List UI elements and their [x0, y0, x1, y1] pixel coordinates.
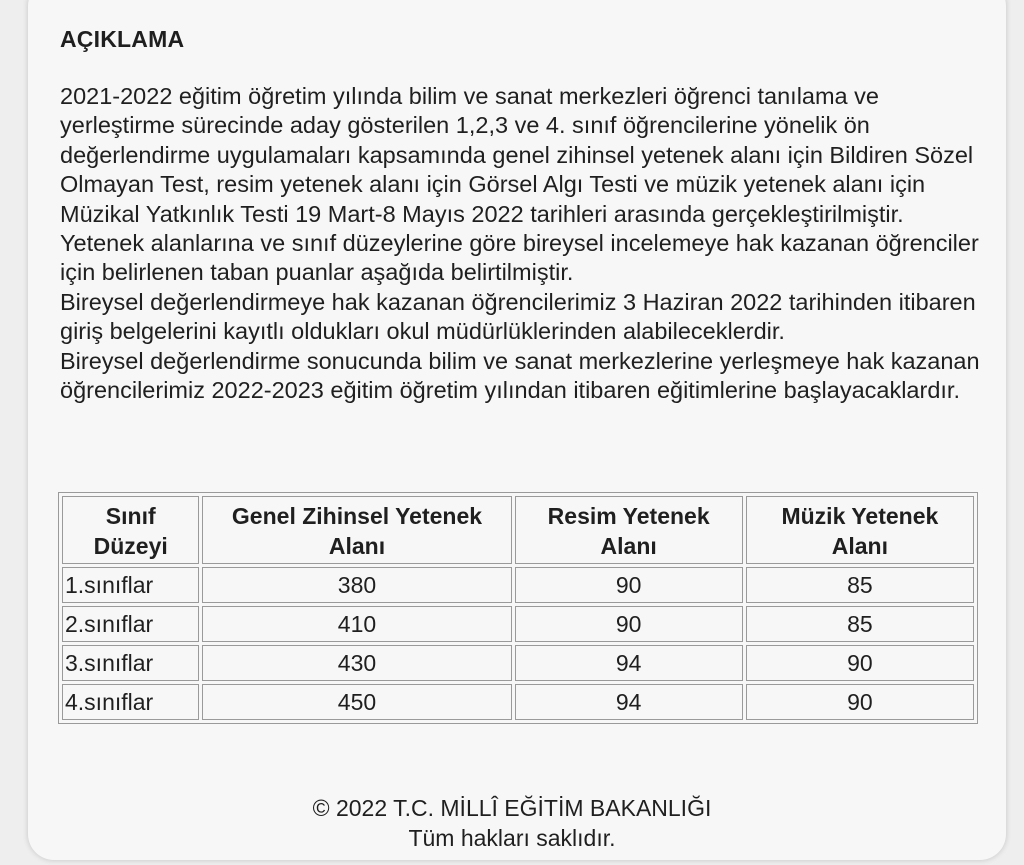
table-row: [62, 645, 974, 681]
cell-art-score: 94: [515, 645, 743, 681]
cell-general-score: 430: [202, 645, 511, 681]
cell-art-score: 90: [515, 567, 743, 603]
header-class-level: Sınıf Düzeyi: [62, 496, 199, 564]
footer-rights: Tüm hakları saklıdır.: [408, 825, 616, 851]
table-row: [62, 684, 974, 720]
cell-class: 1.sınıflar: [62, 567, 199, 603]
footer-copyright: © 2022 T.C. MİLLÎ EĞİTİM BAKANLIĞI: [312, 795, 712, 821]
cell-music-score: 85: [746, 567, 974, 603]
cell-music-score: 90: [746, 684, 974, 720]
cell-class: 2.sınıflar: [62, 606, 199, 642]
cell-general-score: 450: [202, 684, 511, 720]
score-table: [58, 492, 978, 724]
cell-general-score: 380: [202, 567, 511, 603]
cell-music-score: 85: [746, 606, 974, 642]
description-paragraph: Bireysel değerlendirmeye hak kazanan öğrencilerimiz 3 Haziran 2022 tarihinden itibaren giriş belgelerini kayıtlı oldukları okul müdürlüklerinden alabileceklerdir.: [60, 288, 976, 345]
cell-class: 3.sınıflar: [62, 645, 199, 681]
header-general-mental: Genel Zihinsel Yetenek Alanı: [202, 496, 511, 564]
table-row: [62, 606, 974, 642]
page-heading: AÇIKLAMA: [60, 26, 185, 52]
cell-music-score: 90: [746, 645, 974, 681]
cell-art-score: 90: [515, 606, 743, 642]
cell-art-score: 94: [515, 684, 743, 720]
cell-class: 4.sınıflar: [62, 684, 199, 720]
description-block: [60, 82, 990, 405]
header-music: Müzik Yetenek Alanı: [746, 496, 974, 564]
table-header-row: [62, 496, 974, 564]
table-row: [62, 567, 974, 603]
cell-general-score: 410: [202, 606, 511, 642]
header-art: Resim Yetenek Alanı: [515, 496, 743, 564]
description-paragraph: 2021-2022 eğitim öğretim yılında bilim ve sanat merkezleri öğrenci tanılama ve yerleştirme sürecinde aday gösterilen 1,2,3 ve 4. sınıf öğrencilerine yönelik ön değerlendirme uygulamaları kapsamında genel zihinsel yetenek alanı için Bildiren Sözel Olmayan Test, resim yetenek alanı için Görsel Algı Testi ve müzik yetenek alanı için Müzikal Yatkınlık Testi 19 Mart-8 Mayıs 2022 tarihleri arasında gerçekleştirilmiştir. Yetenek alanlarına ve sınıf düzeylerine göre bireysel incelemeye hak kazanan öğrenciler için belirlenen taban puanlar aşağıda belirtilmiştir.: [60, 83, 979, 286]
description-paragraph: Bireysel değerlendirme sonucunda bilim ve sanat merkezlerine yerleşmeye hak kazanan öğrencilerimiz 2022-2023 eğitim öğretim yılından itibaren eğitimlerine başlayacaklardır.: [60, 347, 980, 404]
